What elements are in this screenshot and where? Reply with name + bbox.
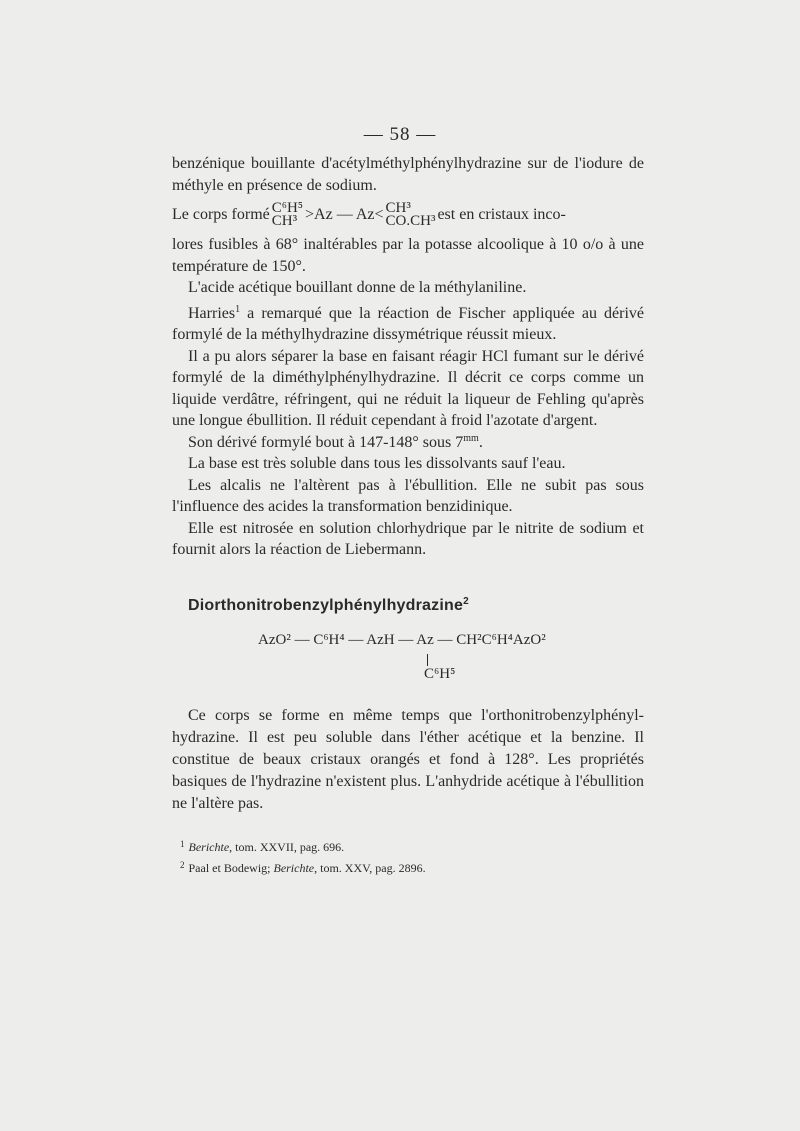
page-number: — 58 — (363, 124, 437, 145)
footnote-ref: 1 (235, 303, 241, 315)
chemical-structure (258, 632, 598, 692)
bond-line (427, 654, 428, 666)
section-heading (188, 596, 469, 615)
formula-fraction-1 (272, 202, 303, 228)
structure-line-2: C⁶H⁵ (424, 666, 456, 682)
paragraph-7: La base est très soluble dans tous les dissolvants sauf l'eau. (188, 455, 566, 472)
footnote-2 (180, 856, 640, 877)
paragraph-5: Il a pu alors séparer la base en faisant réagir HCl fumant sur le dérivé formylé de la diméthylphénylhydrazine. Il décrit ce corps comme un liquide verdâtre, réfringent, qui ne réduit la liqueur de Fehling qu'après une longue ébullition. Il réduit cependant à froid l'azotate d'argent. (172, 347, 644, 429)
text-segment: a remarqué que la réaction de Fischer appliquée au dérivé formylé de la méthylhydrazine dissymétrique réussit mieux. (172, 304, 644, 343)
unit-superscript: mm (463, 432, 479, 444)
frac2-bottom: CO.CH³ (385, 213, 436, 229)
frac1-bottom: CH³ (271, 213, 298, 229)
heading-text: Diorthonitrobenzylphénylhydrazine (188, 597, 464, 614)
footnote-journal: Berichte (273, 861, 315, 875)
body-text-top (172, 153, 644, 561)
paragraph-1: benzénique bouillante d'acétylméthylphénylhydrazine sur de l'iodure de méthyle en présence de sodium. (172, 155, 644, 194)
paragraph-3: L'acide acétique bouillant donne de la méthylaniline. (188, 279, 527, 296)
text-segment: . (478, 433, 483, 451)
paragraph-4 (172, 299, 644, 346)
footnote-prefix: Paal et Bodewig; (188, 861, 274, 875)
frac1-top: C⁶H⁵ (271, 200, 304, 216)
paragraph-8: Les alcalis ne l'altèrent pas à l'ébullition. Elle ne subit pas sous l'influence des acides la transformation benzidinique. (172, 476, 644, 515)
text-segment: est en cristaux inco- (437, 206, 566, 224)
footnote-ref: 2 (463, 596, 469, 607)
paragraph-2-formula-line (172, 196, 644, 234)
text-segment: Harries (188, 304, 236, 322)
body-text-bottom (172, 705, 644, 815)
footnote-rest: , tom. XXV, pag. 2896. (314, 861, 426, 875)
text-segment: Le corps formé (172, 206, 270, 224)
footnote-1 (180, 835, 640, 856)
paragraph-6 (172, 432, 644, 454)
paragraph-10: Ce corps se forme en même temps que l'orthonitrobenzylphényl-hydrazine. Il est peu soluble dans l'éther acétique et la benzine. Il constitue de beaux cristaux orangés et fond à 128°. Les propriétés basiques de l'hydrazine n'existent plus. L'anhydride acétique à l'ébullition ne l'altère pas. (172, 707, 644, 812)
frac2-top: CH³ (385, 200, 411, 216)
structure-line-1: AzO² — C⁶H⁴ — AzH — Az — CH²C⁶H⁴AzO² (258, 632, 546, 648)
formula-fraction-2 (386, 202, 436, 228)
footnote-mark: 1 (180, 839, 185, 849)
text-segment: Son dérivé formylé bout à 147-148° sous 7 (188, 433, 464, 451)
text-segment: >Az — Az (305, 206, 375, 224)
footnote-rest: , tom. XXVII, pag. 696. (229, 840, 345, 854)
footnote-mark: 2 (180, 860, 185, 870)
paragraph-9: Elle est nitrosée en solution chlorhydrique par le nitrite de sodium et fournit alors la réaction de Liebermann. (172, 519, 644, 558)
footnote-journal: Berichte (188, 840, 230, 854)
paragraph-2-rest: lores fusibles à 68° inaltérables par la potasse alcoolique à 10 o/o à une température de 150°. (172, 236, 644, 275)
angle-symbol: < (374, 206, 384, 224)
footnotes (180, 835, 640, 877)
